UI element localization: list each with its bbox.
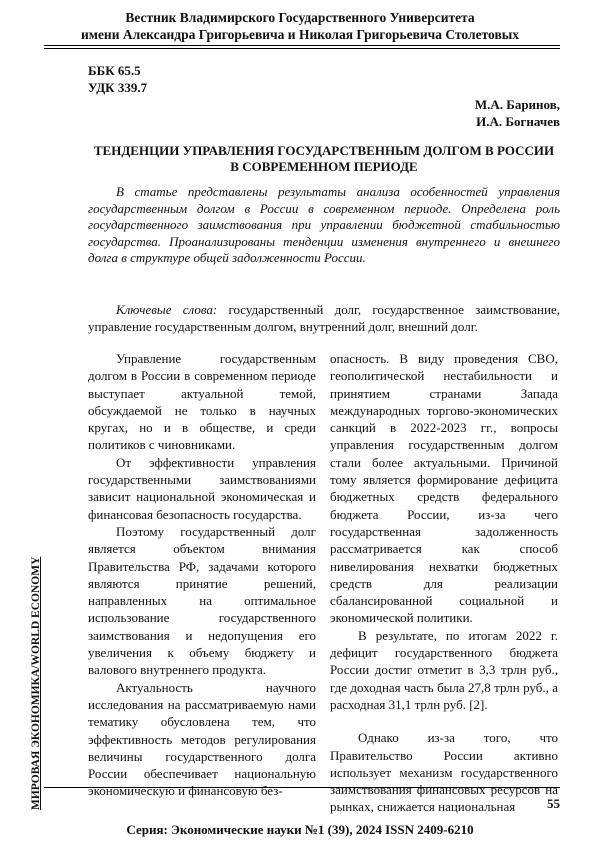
paragraph: Управление государственным долгом в России в современном периоде выступает актуальной темой, обсуждаемой не только в научных кругах, но и в обществе, и среди политиков с чиновниками. <box>88 351 316 453</box>
author-1: М.А. Баринов, <box>474 97 560 112</box>
authors <box>475 96 560 130</box>
keywords <box>88 301 560 335</box>
journal-header <box>0 9 600 43</box>
udk-code: УДК 339.7 <box>88 80 148 95</box>
abstract: В статье представлены результаты анализа особенностей управления государственным долгом в России в современном периоде. Определена роль государственного заимствования при управлении бюджетной стабильностью государства. Проанализированы тенденции изменения внутреннего и внешнего долга в структуре общей задолженности России. <box>88 184 560 265</box>
journal-header-line-2: имени Александра Григорьевича и Николая Григорьевича Столетовых <box>80 27 520 42</box>
paragraph: опасность. В виду проведения СВО, геополитической нестабильности и принятием странами Запада международных торгово-экономических санкций в 2022-2023 гг., вопросы управления государственным долгом стали более актуальными. Причиной тому является формирование дефицита бюджетных средств федерального бюджета России, из-за чего государственная задолженность рассматривается как способ нивелирования нехватки бюджетных средств для реализации сбалансированной социальной и экономической политики. <box>330 351 558 626</box>
keywords-label: Ключевые слова: <box>116 302 218 317</box>
journal-header-line-1: Вестник Владимирского Государственного Университета <box>125 10 475 25</box>
paragraph: Актуальность научного исследования на рассматриваемую нами тематику обусловлена тем, что эффективность методов регулирования величины государственного долга России обеспечивает национальную экономическую и финансовую без- <box>88 679 316 799</box>
classification-codes <box>88 62 147 96</box>
header-rule-bottom <box>44 48 560 49</box>
article-title: ТЕНДЕНЦИИ УПРАВЛЕНИЯ ГОСУДАРСТВЕННЫМ ДОЛГОМ В РОССИИ В СОВРЕМЕННОМ ПЕРИОДЕ <box>93 143 555 174</box>
keywords-text: государственный долг, государственное заимствование, управление государственным долгом, внутренний долг, внешний долг. <box>88 302 560 334</box>
right-column <box>330 350 558 816</box>
page-number: 55 <box>547 796 560 811</box>
paragraph: Поэтому государственный долг является объектом внимания Правительства РФ, задачами которого являются принятие решений, направленных на оптимальное использование государственного заимствования и недопущения его увеличения к объему бюджету и валового внутреннего продукта. <box>88 523 316 678</box>
footer-rule <box>44 787 560 788</box>
journal-footer: Серия: Экономические науки №1 (39), 2024 ISSN 2409-6210 <box>126 822 474 837</box>
paragraph: От эффективности управления государственными заимствованиями зависит национальной экономическая и финансовая безопасность государства. <box>88 454 316 522</box>
paragraph: В результате, по итогам 2022 г. дефицит государственного бюджета России достиг отметит в 3,3 трлн руб., где доходная часть была 27,8 трлн руб., а расходная 31,1 трлн руб. [2]. <box>330 627 558 712</box>
author-2: И.А. Богначев <box>476 114 560 129</box>
section-side-label: МИРОВАЯ ЭКОНОМИКА/WORLD ECONOMY <box>30 556 42 810</box>
paragraph: Однако из-за того, что Правительство России активно использует механизм государственного заимствования финансовых ресурсов на рынках, снижается национальная <box>330 730 558 815</box>
header-rule-top <box>44 45 560 46</box>
bbk-code: ББК 65.5 <box>88 63 141 78</box>
left-column <box>88 350 316 800</box>
